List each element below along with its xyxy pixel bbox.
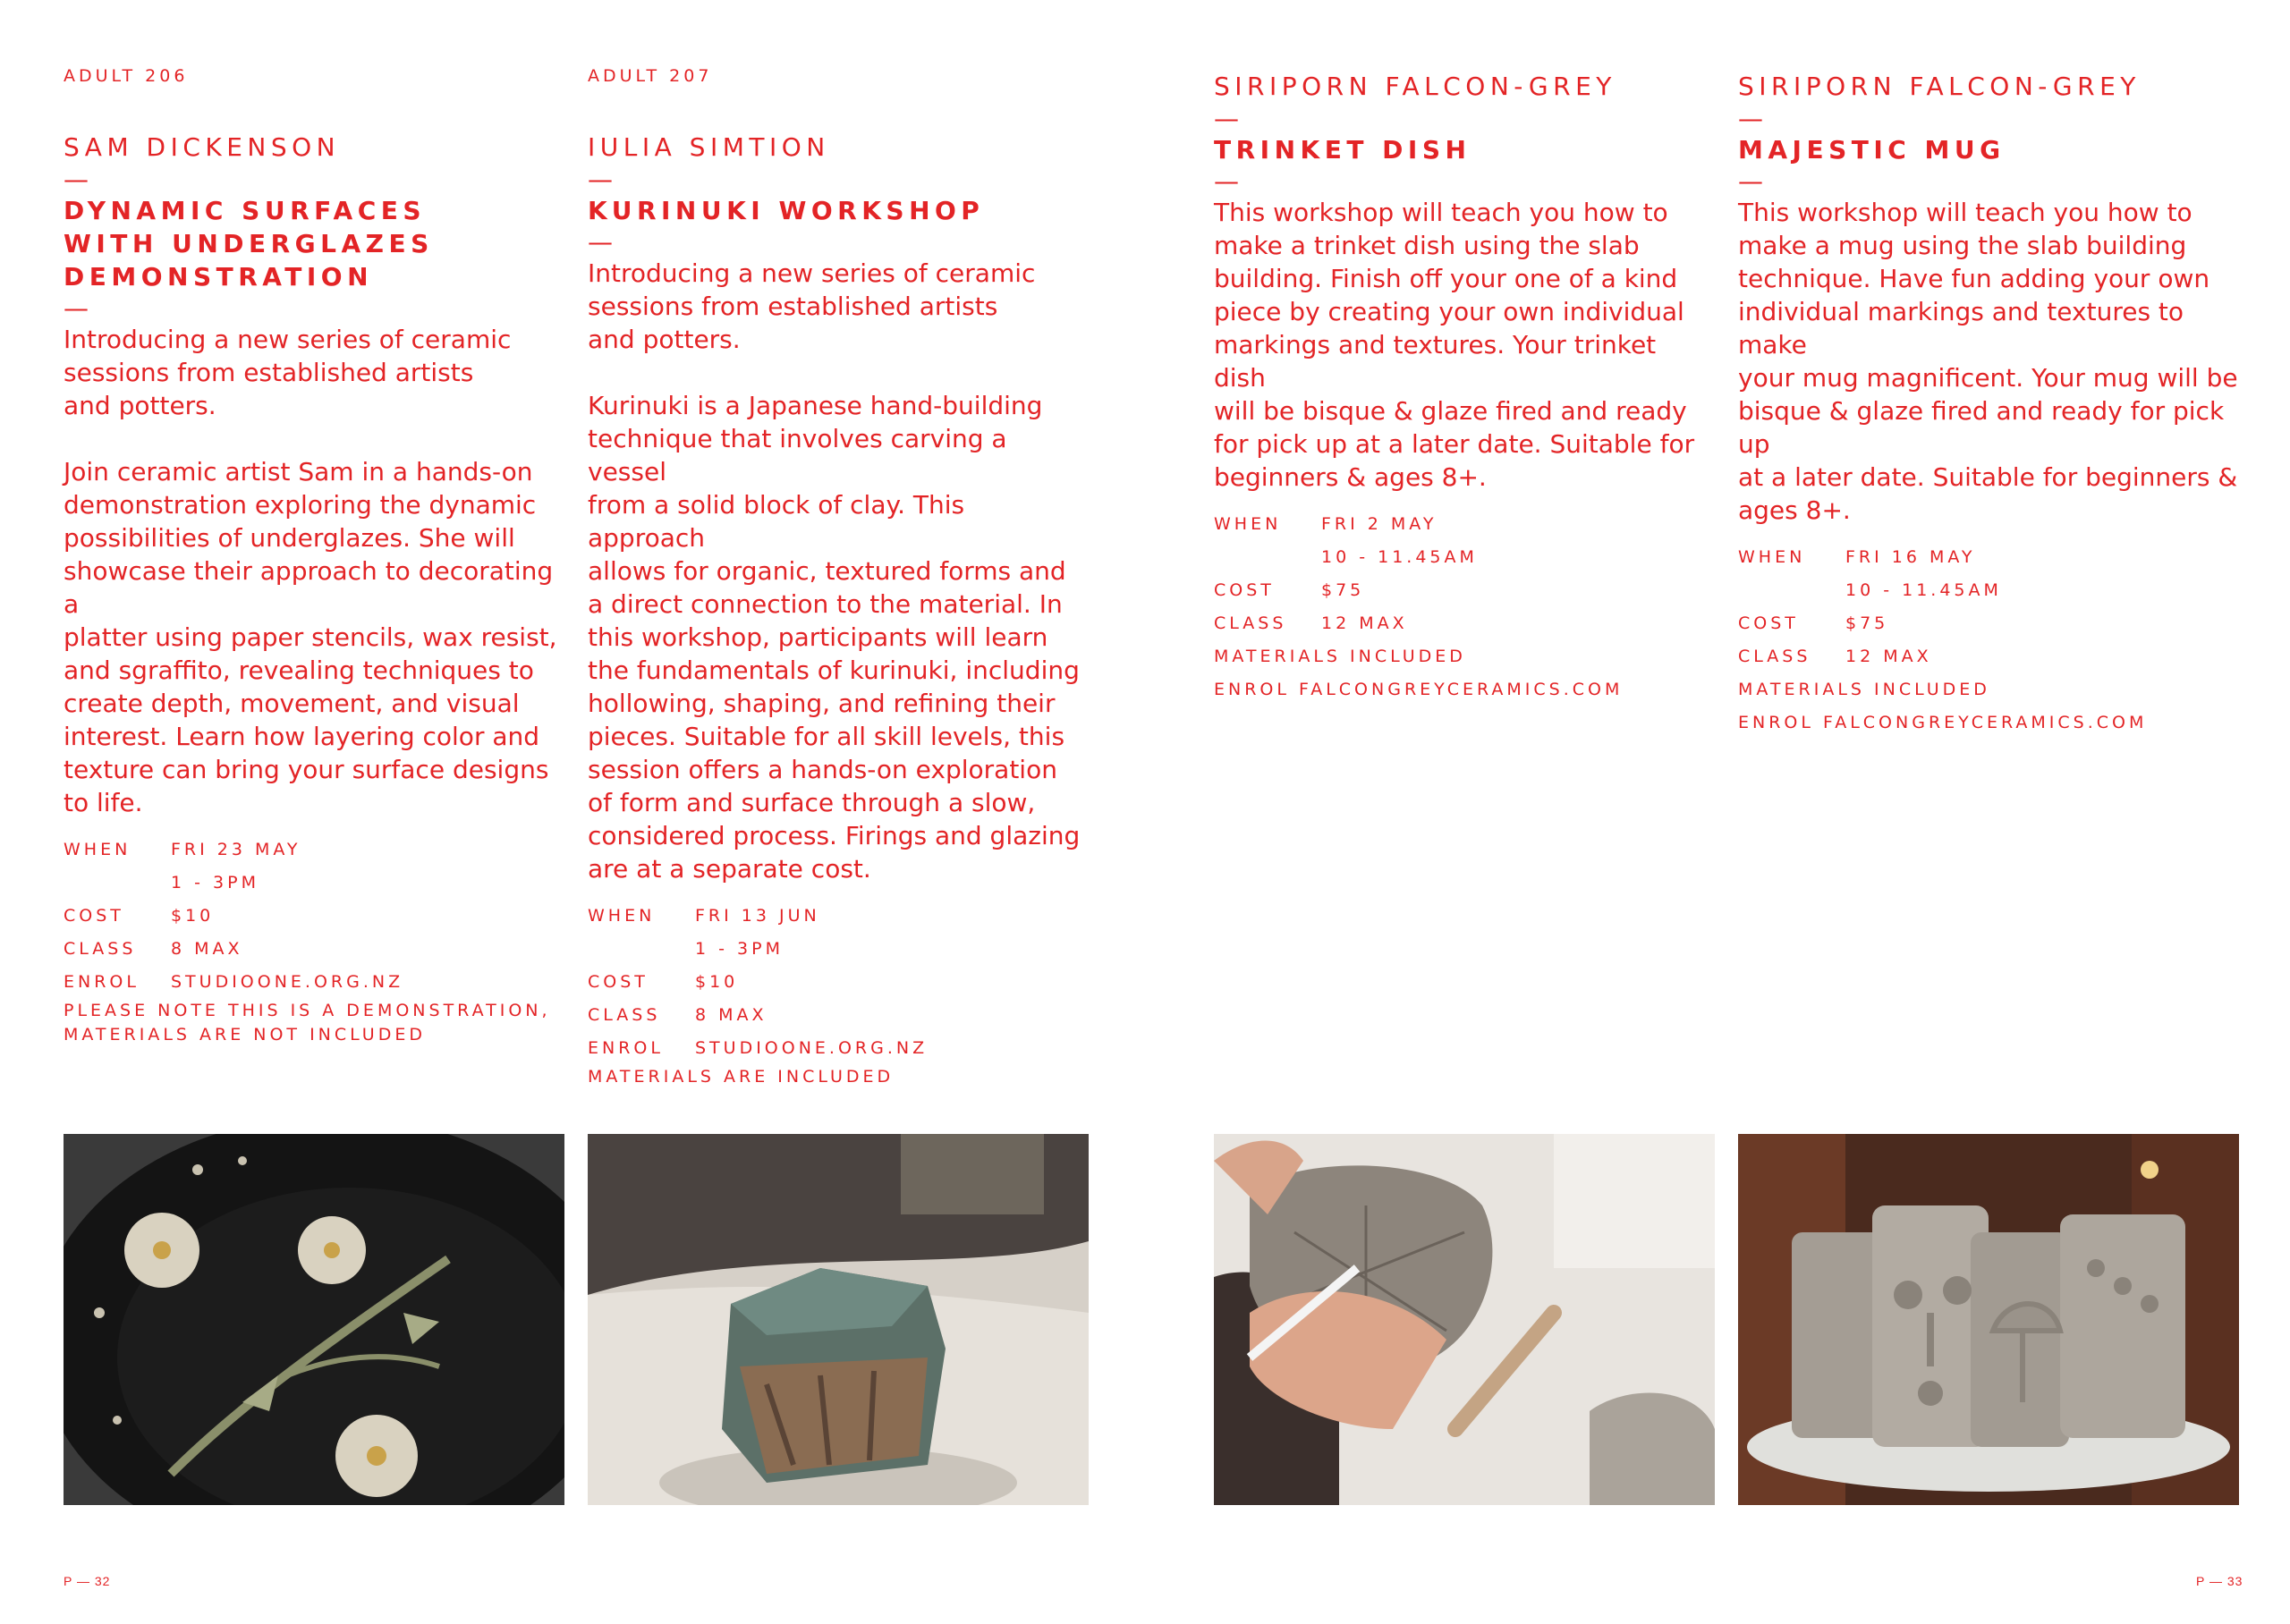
description-paragraph: Introducing a new series of ceramic sessions from established artists and potters.	[64, 325, 512, 420]
detail-row-cost: COST $75	[1738, 613, 1889, 633]
detail-row-class: CLASS 12 MAX	[1214, 613, 1408, 633]
course-code: ADULT 206	[64, 66, 189, 86]
detail-row-enrol: ENROL FALCONGREYCERAMICS.COM	[1214, 680, 1624, 699]
artist-name: SAM DICKENSON	[64, 132, 341, 162]
detail-row-class: CLASS 8 MAX	[588, 1005, 768, 1025]
detail-row-when: WHEN FRI 2 MAY	[1214, 514, 1438, 534]
detail-row-materials: MATERIALS INCLUDED	[1738, 680, 1990, 699]
detail-row-time: 1 - 3PM	[171, 873, 259, 892]
workshop-title: KURINUKI WORKSHOP	[588, 196, 985, 225]
page-number-left: P — 32	[64, 1574, 111, 1588]
materials-note: MATERIALS ARE INCLUDED	[588, 1067, 895, 1087]
page-number-right: P — 33	[2196, 1574, 2243, 1588]
workshop-column-trinket-dish	[1214, 70, 1715, 706]
dash-divider: —	[64, 165, 89, 194]
detail-row-time: 10 - 11.45AM	[1321, 547, 1478, 567]
detail-row-time: 1 - 3PM	[695, 939, 784, 959]
materials-note: PLEASE NOTE THIS IS A DEMONSTRATION, MATERIALS ARE NOT INCLUDED	[64, 1001, 551, 1045]
detail-row-class: CLASS 12 MAX	[1738, 647, 1932, 666]
course-code: ADULT 207	[588, 66, 713, 86]
detail-row-cost: COST $10	[64, 906, 215, 926]
artist-name: SIRIPORN FALCON-GREY	[1214, 72, 1616, 101]
dash-divider: —	[1214, 166, 1239, 196]
detail-row-enrol: ENROL FALCONGREYCERAMICS.COM	[1738, 713, 2148, 732]
description-paragraph: This workshop will teach you how to make a mug using the slab building technique. Have fun adding your own individual markings and textures to make your mug magnificent. Your mug will be bisque & glaze fired and ready for pick up at a later date. Suitable for beginners & ages 8+.	[1738, 198, 2238, 525]
detail-row-when: WHEN FRI 16 MAY	[1738, 547, 1976, 567]
detail-row-class: CLASS 8 MAX	[64, 939, 243, 959]
detail-row-enrol: ENROL STUDIOONE.ORG.NZ	[64, 972, 404, 992]
detail-row-when: WHEN FRI 13 JUN	[588, 906, 820, 926]
photo-kurinuki-vessel	[588, 1134, 1089, 1505]
photo-majestic-mugs	[1738, 1134, 2239, 1505]
dash-divider: —	[1738, 166, 1763, 196]
description-paragraph: This workshop will teach you how to make a trinket dish using the slab building. Finish off your one of a kind piece by creating your own individual markings and textures. Your trinket dish will be bisque & glaze fired and ready for pick up at a later date. Suitable for beginners & ages 8+.	[1214, 198, 1695, 492]
detail-row-cost: COST $75	[1214, 580, 1365, 600]
workshop-details	[1738, 541, 2239, 740]
dash-divider: —	[1214, 104, 1239, 133]
detail-row-time: 10 - 11.45AM	[1845, 580, 2002, 600]
workshop-title: TRINKET DISH	[1214, 135, 1472, 165]
photo-trinket-dish-making	[1214, 1134, 1715, 1505]
dash-divider: —	[588, 227, 613, 257]
workshop-column-adult-206	[64, 64, 564, 1047]
workshop-title: DYNAMIC SURFACES WITH UNDERGLAZES DEMONSTRATION	[64, 196, 434, 292]
detail-row-when: WHEN FRI 23 MAY	[64, 840, 301, 859]
photo-underglaze-platter	[64, 1134, 564, 1505]
workshop-details	[588, 900, 1089, 1065]
workshop-details	[64, 833, 564, 999]
detail-row-cost: COST $10	[588, 972, 739, 992]
detail-row-materials: MATERIALS INCLUDED	[1214, 647, 1466, 666]
workshop-column-majestic-mug	[1738, 70, 2239, 740]
dash-divider: —	[588, 165, 613, 194]
description-paragraph: Introducing a new series of ceramic sessions from established artists and potters.	[588, 258, 1036, 354]
dash-divider: —	[1738, 104, 1763, 133]
workshop-details	[1214, 508, 1715, 706]
artist-name: SIRIPORN FALCON-GREY	[1738, 72, 2141, 101]
detail-row-enrol: ENROL STUDIOONE.ORG.NZ	[588, 1038, 929, 1058]
workshop-title: MAJESTIC MUG	[1738, 135, 2006, 165]
artist-name: IULIA SIMTION	[588, 132, 830, 162]
description-paragraph: Join ceramic artist Sam in a hands-on demonstration exploring the dynamic possibilities of underglazes. She will showcase their approach to decorating a platter using paper stencils, wax resist, and sgraffito, revealing techniques to create depth, movement, and visual interest. Learn how layering color and texture can bring your surface designs to life.	[64, 457, 557, 817]
description-paragraph: Kurinuki is a Japanese hand-building technique that involves carving a vessel from a solid block of clay. This approach allows for organic, textured forms and a direct connection to the material. In this workshop, participants will learn the fundamentals of kurinuki, including hollowing, shaping, and refining their pieces. Suitable for all skill levels, this session offers a hands-on exploration of form and surface through a slow, considered process. Firings and glazing are at a separate cost.	[588, 391, 1081, 884]
dash-divider: —	[64, 293, 89, 323]
workshop-column-adult-207	[588, 64, 1089, 1089]
